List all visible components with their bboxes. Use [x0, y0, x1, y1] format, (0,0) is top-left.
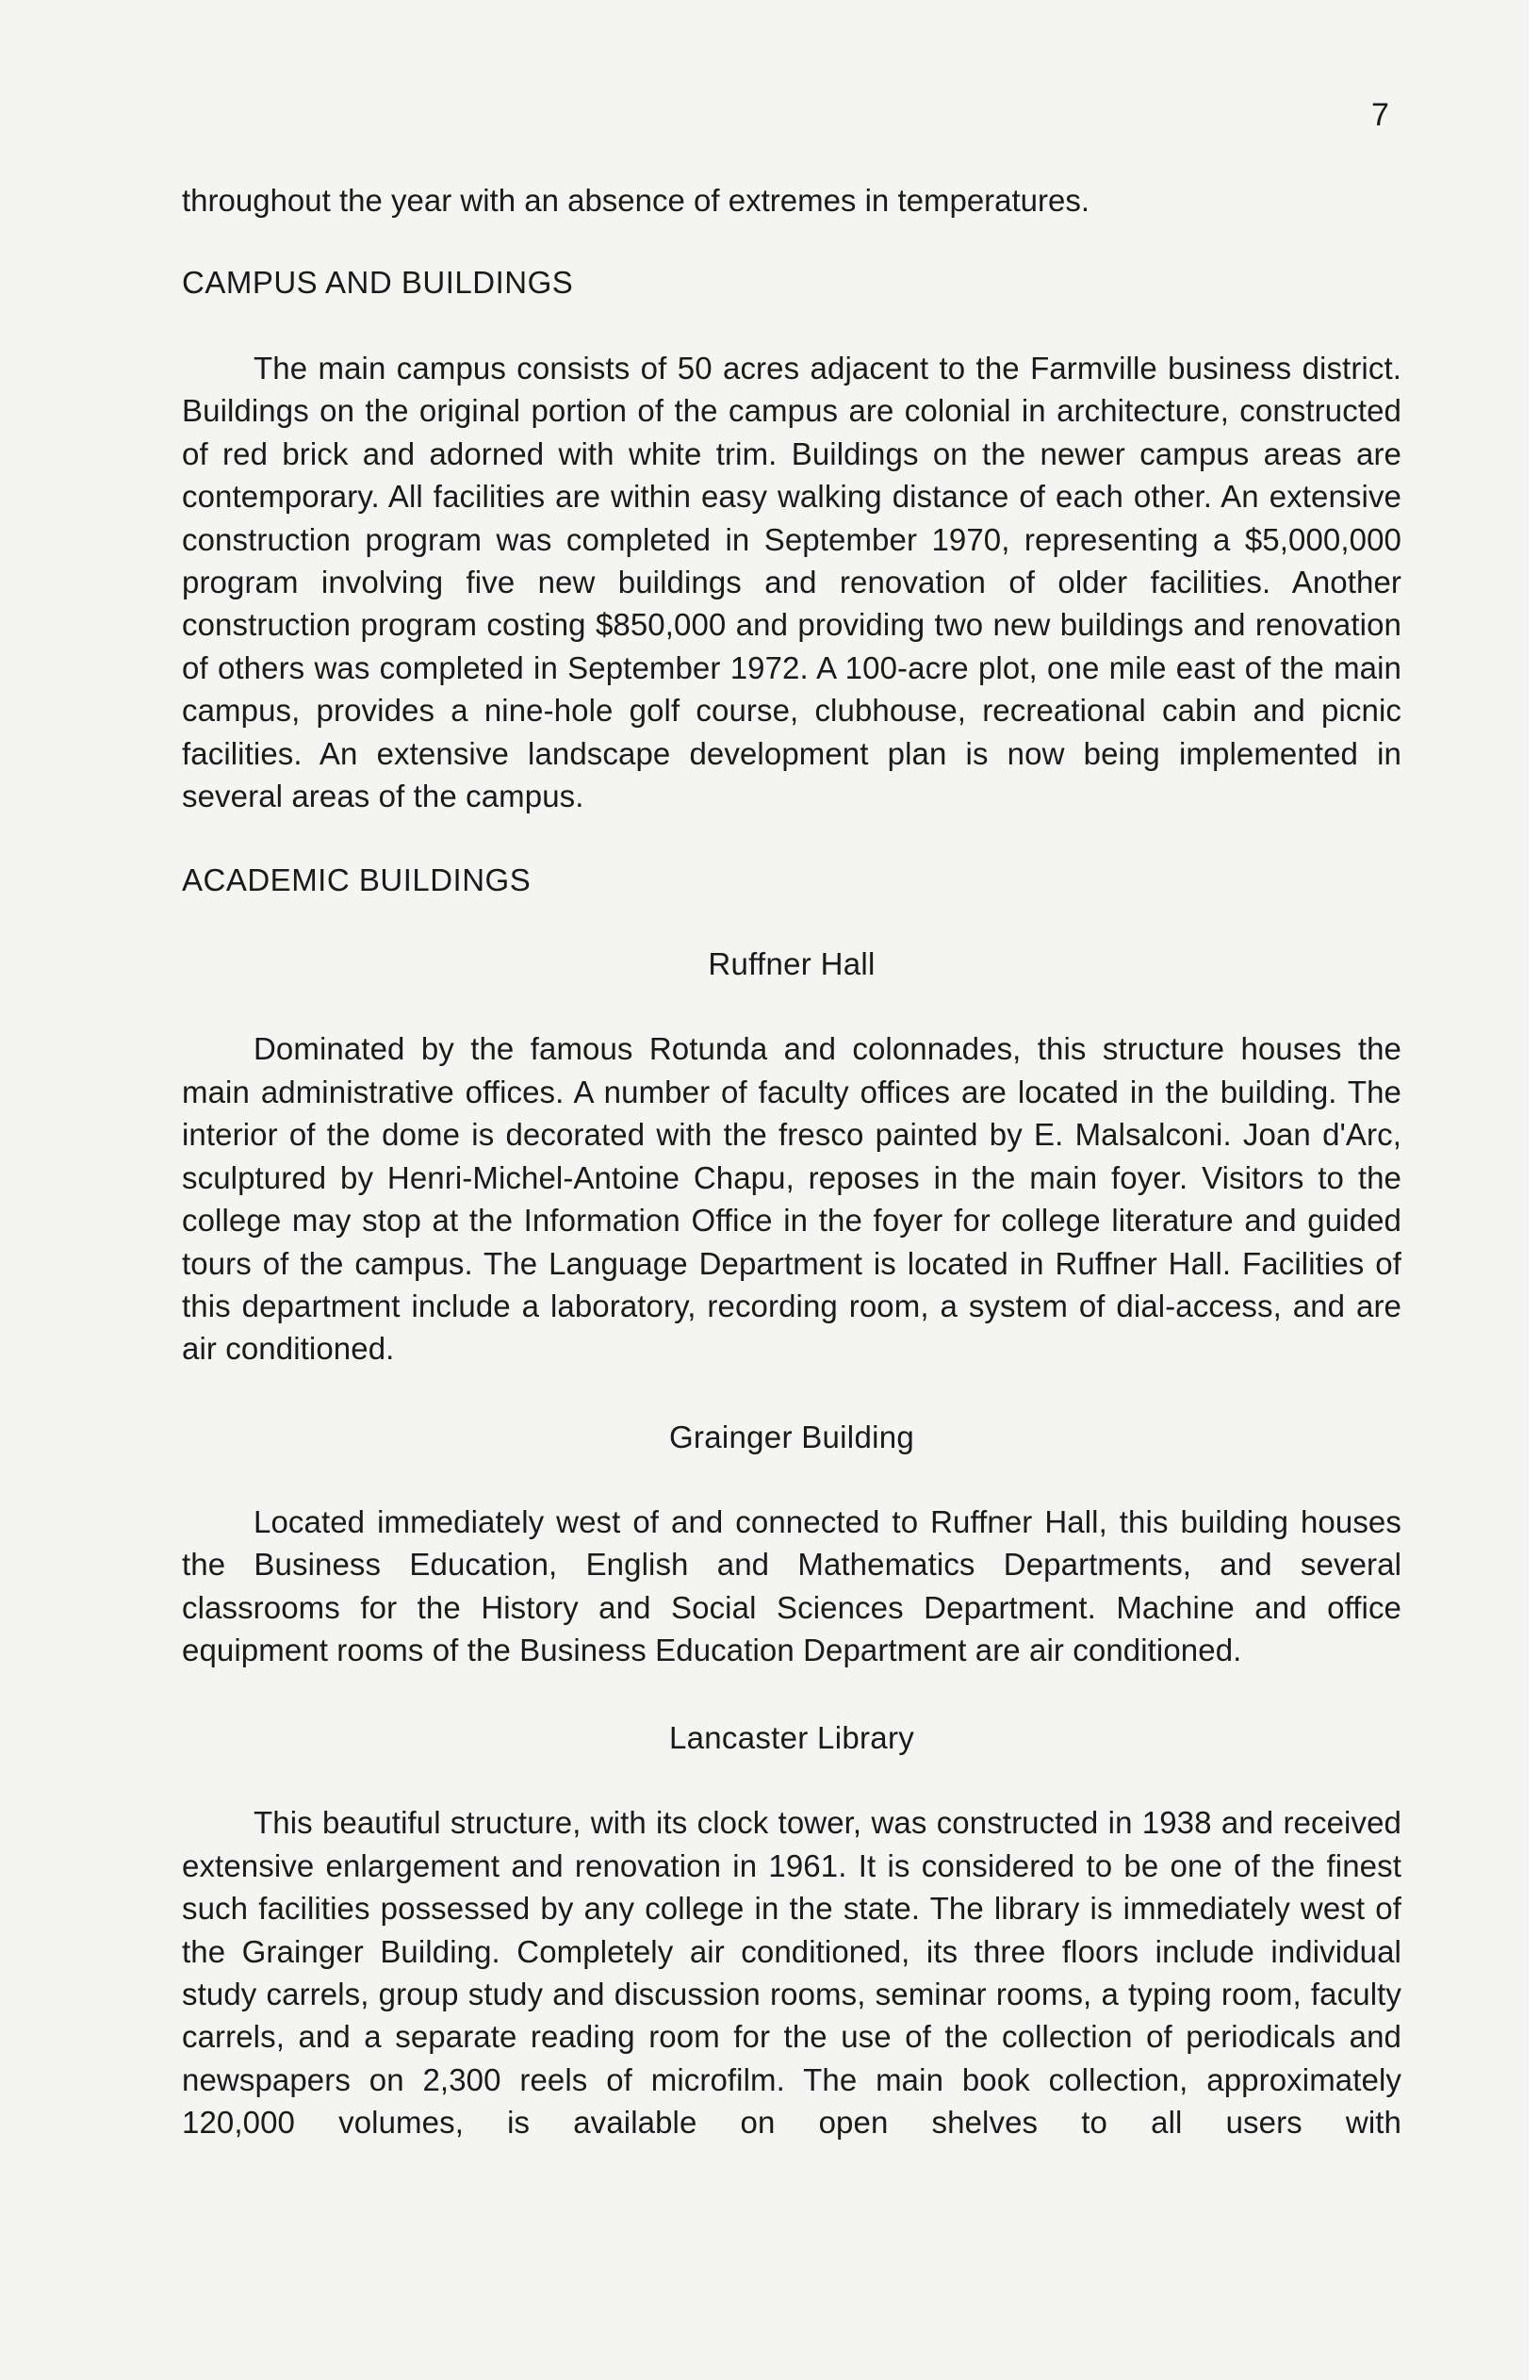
page-content — [182, 179, 1401, 2144]
page-number: 7 — [1371, 97, 1389, 133]
lancaster-paragraph: This beautiful structure, with its clock tower, was constructed in 1938 and received extensive enlargement and renovation in 1961. It is considered to be one of the finest such facilities possessed by any college in the state. The library is immediately west of the Grainger Building. Completely air conditioned, its three floors include individual study carrels, group study and discussion rooms, seminar rooms, a typing room, faculty carrels, and a separate reading room for the use of the collection of periodicals and newspapers on 2,300 reels of microfilm. The main book collection, approximately 120,000 volumes, is available on open shelves to all users with — [182, 1805, 1401, 2141]
subheading-grainger-building: Grainger Building — [668, 1419, 915, 1454]
subheading-ruffner-hall: Ruffner Hall — [708, 946, 876, 982]
page-edge — [1529, 0, 1540, 2380]
grainger-paragraph: Located immediately west of and connected to Ruffner Hall, this building houses the Business Education, English and Mathematics Departments, and several classrooms for the History and Social Sciences Department. Machine and office equipment rooms of the Business Education Department are air conditioned. — [182, 1503, 1401, 1667]
ruffner-paragraph: Dominated by the famous Rotunda and colonnades, this structure houses the main administrative offices. A number of faculty offices are located in the building. The interior of the dome is decorated with the fresco painted by E. Malsalconi. Joan d'Arc, sculptured by Henri-Michel-Antoine Chapu, reposes in the main foyer. Visitors to the college may stop at the Information Office in the foyer for college literature and guided tours of the campus. The Language Department is located in Ruffner Hall. Facilities of this department include a laboratory, recording room, a system of dial-access, and are air conditioned. — [182, 1031, 1401, 1367]
continuation-line: throughout the year with an absence of extremes in temperatures. — [182, 183, 1090, 218]
section-heading-academic: ACADEMIC BUILDINGS — [182, 862, 532, 898]
campus-paragraph: The main campus consists of 50 acres adjacent to the Farmville business district. Buildings on the original portion of the campus are colonial in architecture, constructed of red brick and adorned with white trim. Buildings on the newer campus areas are contemporary. All facilities are within easy walking distance of each other. An extensive construction program was completed in September 1970, representing a $5,000,000 program involving five new buildings and renovation of older facilities. Another construction program costing $850,000 and providing two new buildings and renovation of others was completed in September 1972. A 100-acre plot, one mile east of the main campus, provides a nine-hole golf course, clubhouse, recreational cabin and picnic facilities. An extensive landscape development plan is now being implemented in several areas of the campus. — [182, 351, 1401, 814]
section-heading-campus: CAMPUS AND BUILDINGS — [182, 265, 574, 300]
subheading-lancaster-library: Lancaster Library — [668, 1720, 915, 1756]
